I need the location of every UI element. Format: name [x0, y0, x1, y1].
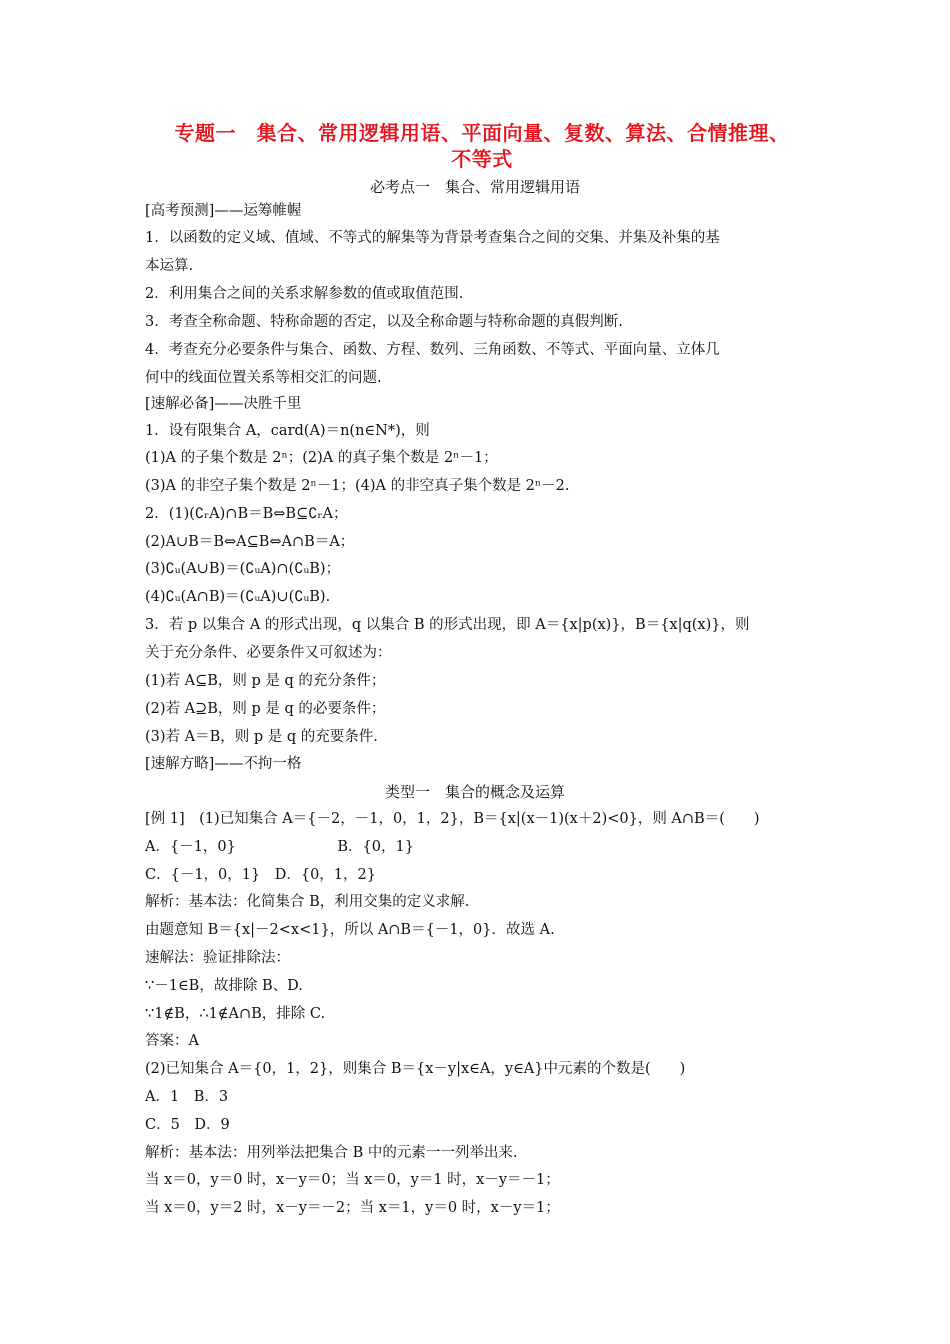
prep-item: (2)A∪B＝B⇔A⊆B⇔A∩B＝A；	[145, 534, 355, 550]
prep-item: (1)若 A⊆B，则 p 是 q 的充分条件；	[145, 673, 386, 689]
forecast-item: 2．利用集合之间的关系求解参数的值或取值范围.	[145, 286, 464, 302]
prep-item: (3)若 A＝B，则 p 是 q 的充要条件.	[145, 729, 378, 745]
example-line: 答案：A	[145, 1033, 199, 1049]
example-line: 解析：基本法：用列举法把集合 B 中的元素一一列举出来.	[145, 1145, 518, 1161]
point-heading: 必考点一 集合、常用逻辑用语	[369, 178, 580, 196]
forecast-item: 本运算.	[145, 258, 194, 274]
type-heading: 类型一 集合的概念及运算	[384, 783, 565, 801]
title-line-2: 不等式	[451, 147, 513, 171]
forecast-item: 4．考查充分必要条件与集合、函数、方程、数列、三角函数、不等式、平面向量、立体几	[145, 342, 720, 358]
prep-item: 关于充分条件、必要条件又可叙述为：	[145, 645, 392, 661]
example-line: C．{－1，0，1} D．{0，1，2}	[145, 867, 376, 883]
prep-item: (3)A 的非空子集个数是 2ⁿ－1；(4)A 的非空真子集个数是 2ⁿ－2.	[145, 478, 570, 494]
example-line: 当 x＝0，y＝2 时，x－y＝－2；当 x＝1，y＝0 时，x－y＝1；	[145, 1200, 560, 1216]
example-line: 由题意知 B＝{x|－2<x<1}，所以 A∩B＝{－1，0}．故选 A.	[145, 922, 555, 938]
example-line: A．1 B．3	[145, 1089, 229, 1105]
example-line: ∵1∉B，∴1∉A∩B，排除 C.	[145, 1006, 326, 1022]
example-line: ∵－1∈B，故排除 B、D.	[145, 978, 303, 994]
prep-item: 2．(1)(∁ᵣA)∩B＝B⇔B⊆∁ᵣA；	[145, 506, 348, 522]
document-title	[140, 120, 824, 172]
example-line: A．{－1，0} B．{0，1}	[145, 839, 414, 855]
example-line: [例 1] (1)已知集合 A＝{－2，－1，0，1，2}，B＝{x|(x－1)(x＋2)<0}，则 A∩B＝( )	[145, 811, 760, 827]
prep-item: (4)∁ᵤ(A∩B)＝(∁ᵤA)∪(∁ᵤB).	[145, 589, 331, 605]
example-line: 当 x＝0，y＝0 时，x－y＝0；当 x＝0，y＝1 时，x－y＝－1；	[145, 1172, 560, 1188]
prep-item: 3．若 p 以集合 A 的形式出现，q 以集合 B 的形式出现，即 A＝{x|p(x)}，B＝{x|q(x)}，则	[145, 617, 750, 633]
forecast-item: 1．以函数的定义域、值域、不等式的解集等为背景考查集合之间的交集、并集及补集的基	[145, 230, 720, 246]
example-line: (2)已知集合 A＝{0，1，2}，则集合 B＝{x－y|x∈A，y∈A}中元素的个数是( )	[145, 1061, 686, 1077]
example-line: 解析：基本法：化简集合 B，利用交集的定义求解.	[145, 894, 470, 910]
prep-item: (3)∁ᵤ(A∪B)＝(∁ᵤA)∩(∁ᵤB)；	[145, 561, 341, 577]
prep-heading: [速解必备]——决胜千里	[145, 396, 302, 412]
prep-item: 1．设有限集合 A，card(A)＝n(n∈N*)，则	[145, 423, 430, 439]
example-line: 速解法：验证排除法：	[145, 950, 290, 966]
example-line: C．5 D．9	[145, 1117, 230, 1133]
title-line-1: 专题一 集合、常用逻辑用语、平面向量、复数、算法、合情推理、	[174, 121, 790, 145]
forecast-item: 3．考查全称命题、特称命题的否定，以及全称命题与特称命题的真假判断.	[145, 314, 623, 330]
forecast-item: 何中的线面位置关系等相交汇的问题.	[145, 370, 382, 386]
prep-item: (1)A 的子集个数是 2ⁿ；(2)A 的真子集个数是 2ⁿ－1；	[145, 450, 498, 466]
prep-item: (2)若 A⊇B，则 p 是 q 的必要条件；	[145, 701, 386, 717]
forecast-heading: [高考预测]——运筹帷幄	[145, 203, 302, 219]
strategy-heading: [速解方略]——不拘一格	[145, 756, 302, 772]
